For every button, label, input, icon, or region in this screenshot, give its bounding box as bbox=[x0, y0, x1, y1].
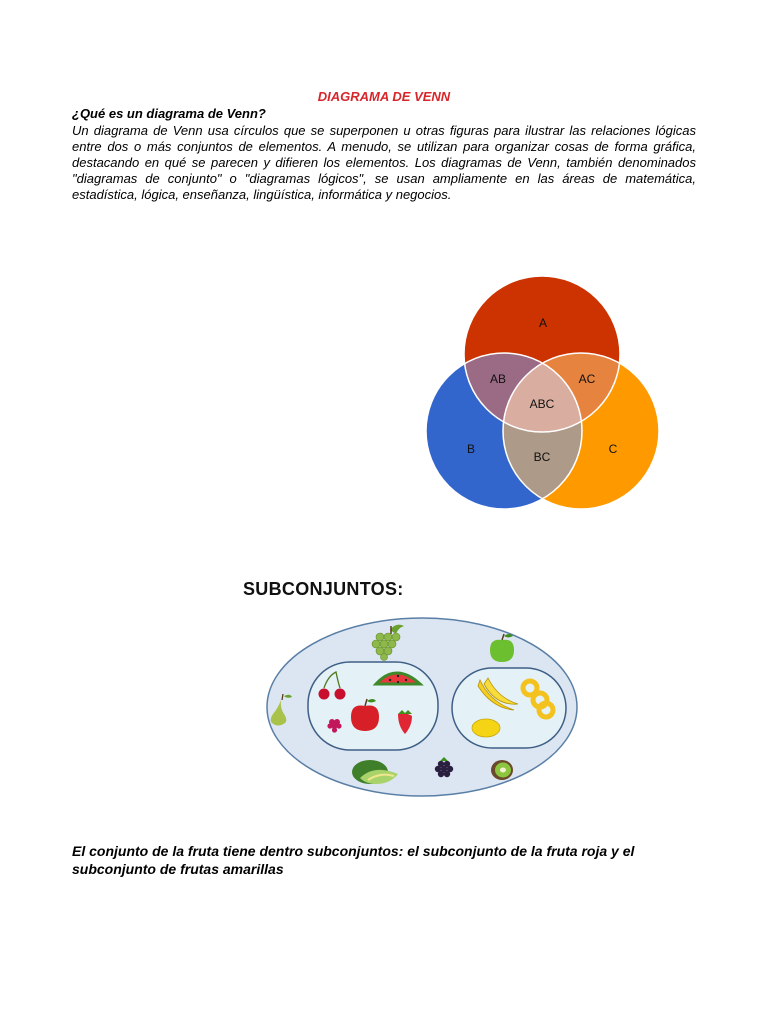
lemon-icon bbox=[472, 719, 500, 737]
venn-label-a: A bbox=[538, 316, 548, 330]
venn-label-ac: AC bbox=[578, 372, 596, 386]
document-title: DIAGRAMA DE VENN bbox=[317, 89, 451, 104]
question-heading: ¿Qué es un diagrama de Venn? bbox=[72, 106, 266, 121]
fruit-caption: El conjunto de la fruta tiene dentro subconjuntos: el subconjunto de la fruta roja y el subconjunto de frutas amarillas bbox=[72, 843, 635, 877]
kiwi-icon bbox=[491, 760, 513, 780]
venn-label-b: B bbox=[466, 442, 476, 456]
venn-label-abc: ABC bbox=[529, 397, 555, 411]
venn-diagram bbox=[420, 268, 670, 518]
venn-label-c: C bbox=[608, 442, 618, 456]
definition-paragraph: Un diagrama de Venn usa círculos que se superponen u otras figuras para ilustrar las relaciones lógicas entre dos o más conjuntos de elementos. A menudo, se utilizan para organizar cosas de forma gráfica, destacando en qué se parecen y difieren los elementos. Los diagramas de Venn, también denominados "diagramas de conjunto" o "diagramas lógicos", se usan ampliamente en las áreas de matemática, estadística, lógica, enseñanza, lingüística, informática y negocios. bbox=[72, 123, 696, 202]
fruit-set-diagram bbox=[240, 612, 600, 804]
venn-label-ab: AB bbox=[489, 372, 507, 386]
venn-label-bc: BC bbox=[533, 450, 551, 464]
subconjuntos-title: SUBCONJUNTOS: bbox=[243, 579, 404, 599]
